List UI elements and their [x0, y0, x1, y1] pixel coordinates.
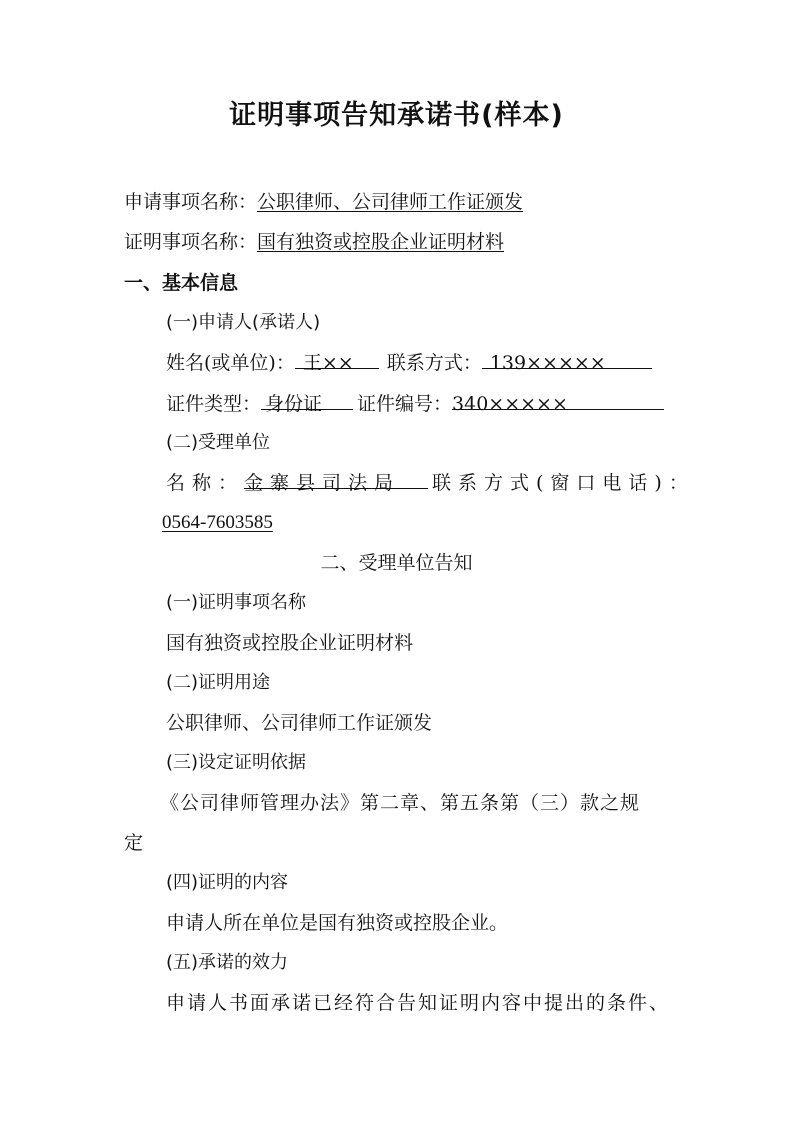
applicant-id-type-value: 身份证	[265, 393, 323, 415]
notice-item-1-text: 国有独资或控股企业证明材料	[166, 632, 414, 654]
applicant-name-label: 姓名(或单位)：	[166, 352, 295, 374]
notice-item-4-heading: (四)证明的内容	[166, 872, 289, 893]
office-name-label: 名称：	[166, 472, 245, 494]
section1-heading: 一、基本信息	[124, 272, 239, 294]
applicant-id-no-value: 340×××××	[452, 393, 568, 415]
office-phone: 0564-7603585	[162, 512, 273, 533]
office-name-row	[166, 470, 695, 496]
applicant-name-row	[166, 350, 652, 376]
notice-item-2-heading: (二)证明用途	[166, 672, 271, 693]
applicant-heading: (一)申请人(承诺人)	[166, 312, 321, 333]
applicant-id-type-label: 证件类型：	[166, 393, 262, 415]
notice-item-3-text-cont: 定	[124, 832, 144, 854]
document-title: 证明事项告知承诺书(样本)	[229, 100, 564, 131]
application-item-row	[124, 189, 523, 215]
notice-item-3-text: 《公司律师管理办法》第二章、第五条第（三）款之规	[160, 792, 641, 814]
section2-heading: 二、受理单位告知	[320, 552, 473, 574]
notice-item-5-heading: (五)承诺的效力	[166, 952, 289, 973]
office-heading: (二)受理单位	[166, 432, 271, 453]
notice-item-4-text: 申请人所在单位是国有独资或控股企业。	[166, 912, 509, 934]
certificate-item-label: 证明事项名称：	[124, 231, 258, 253]
applicant-contact-value: 139×××××	[489, 352, 606, 374]
notice-item-5-text: 申请人书面承诺已经符合告知证明内容中提出的条件、	[166, 992, 671, 1014]
applicant-id-no-label: 证件编号：	[357, 393, 453, 415]
office-contact-label: 联系方式(窗口电话)：	[432, 472, 695, 494]
notice-item-1-heading: (一)证明事项名称	[166, 592, 307, 613]
application-item-value: 公职律师、公司律师工作证颁发	[257, 191, 524, 213]
certificate-item-value: 国有独资或控股企业证明材料	[257, 231, 505, 253]
notice-item-3-heading: (三)设定证明依据	[166, 752, 307, 773]
certificate-item-row	[124, 229, 504, 255]
office-name-value: 金寨县司法局	[244, 472, 401, 494]
applicant-id-row	[166, 391, 664, 417]
applicant-contact-label: 联系方式：	[386, 352, 482, 374]
application-item-label: 申请事项名称：	[124, 191, 258, 213]
applicant-name-value: 王××	[302, 352, 354, 374]
notice-item-2-text: 公职律师、公司律师工作证颁发	[166, 712, 433, 734]
